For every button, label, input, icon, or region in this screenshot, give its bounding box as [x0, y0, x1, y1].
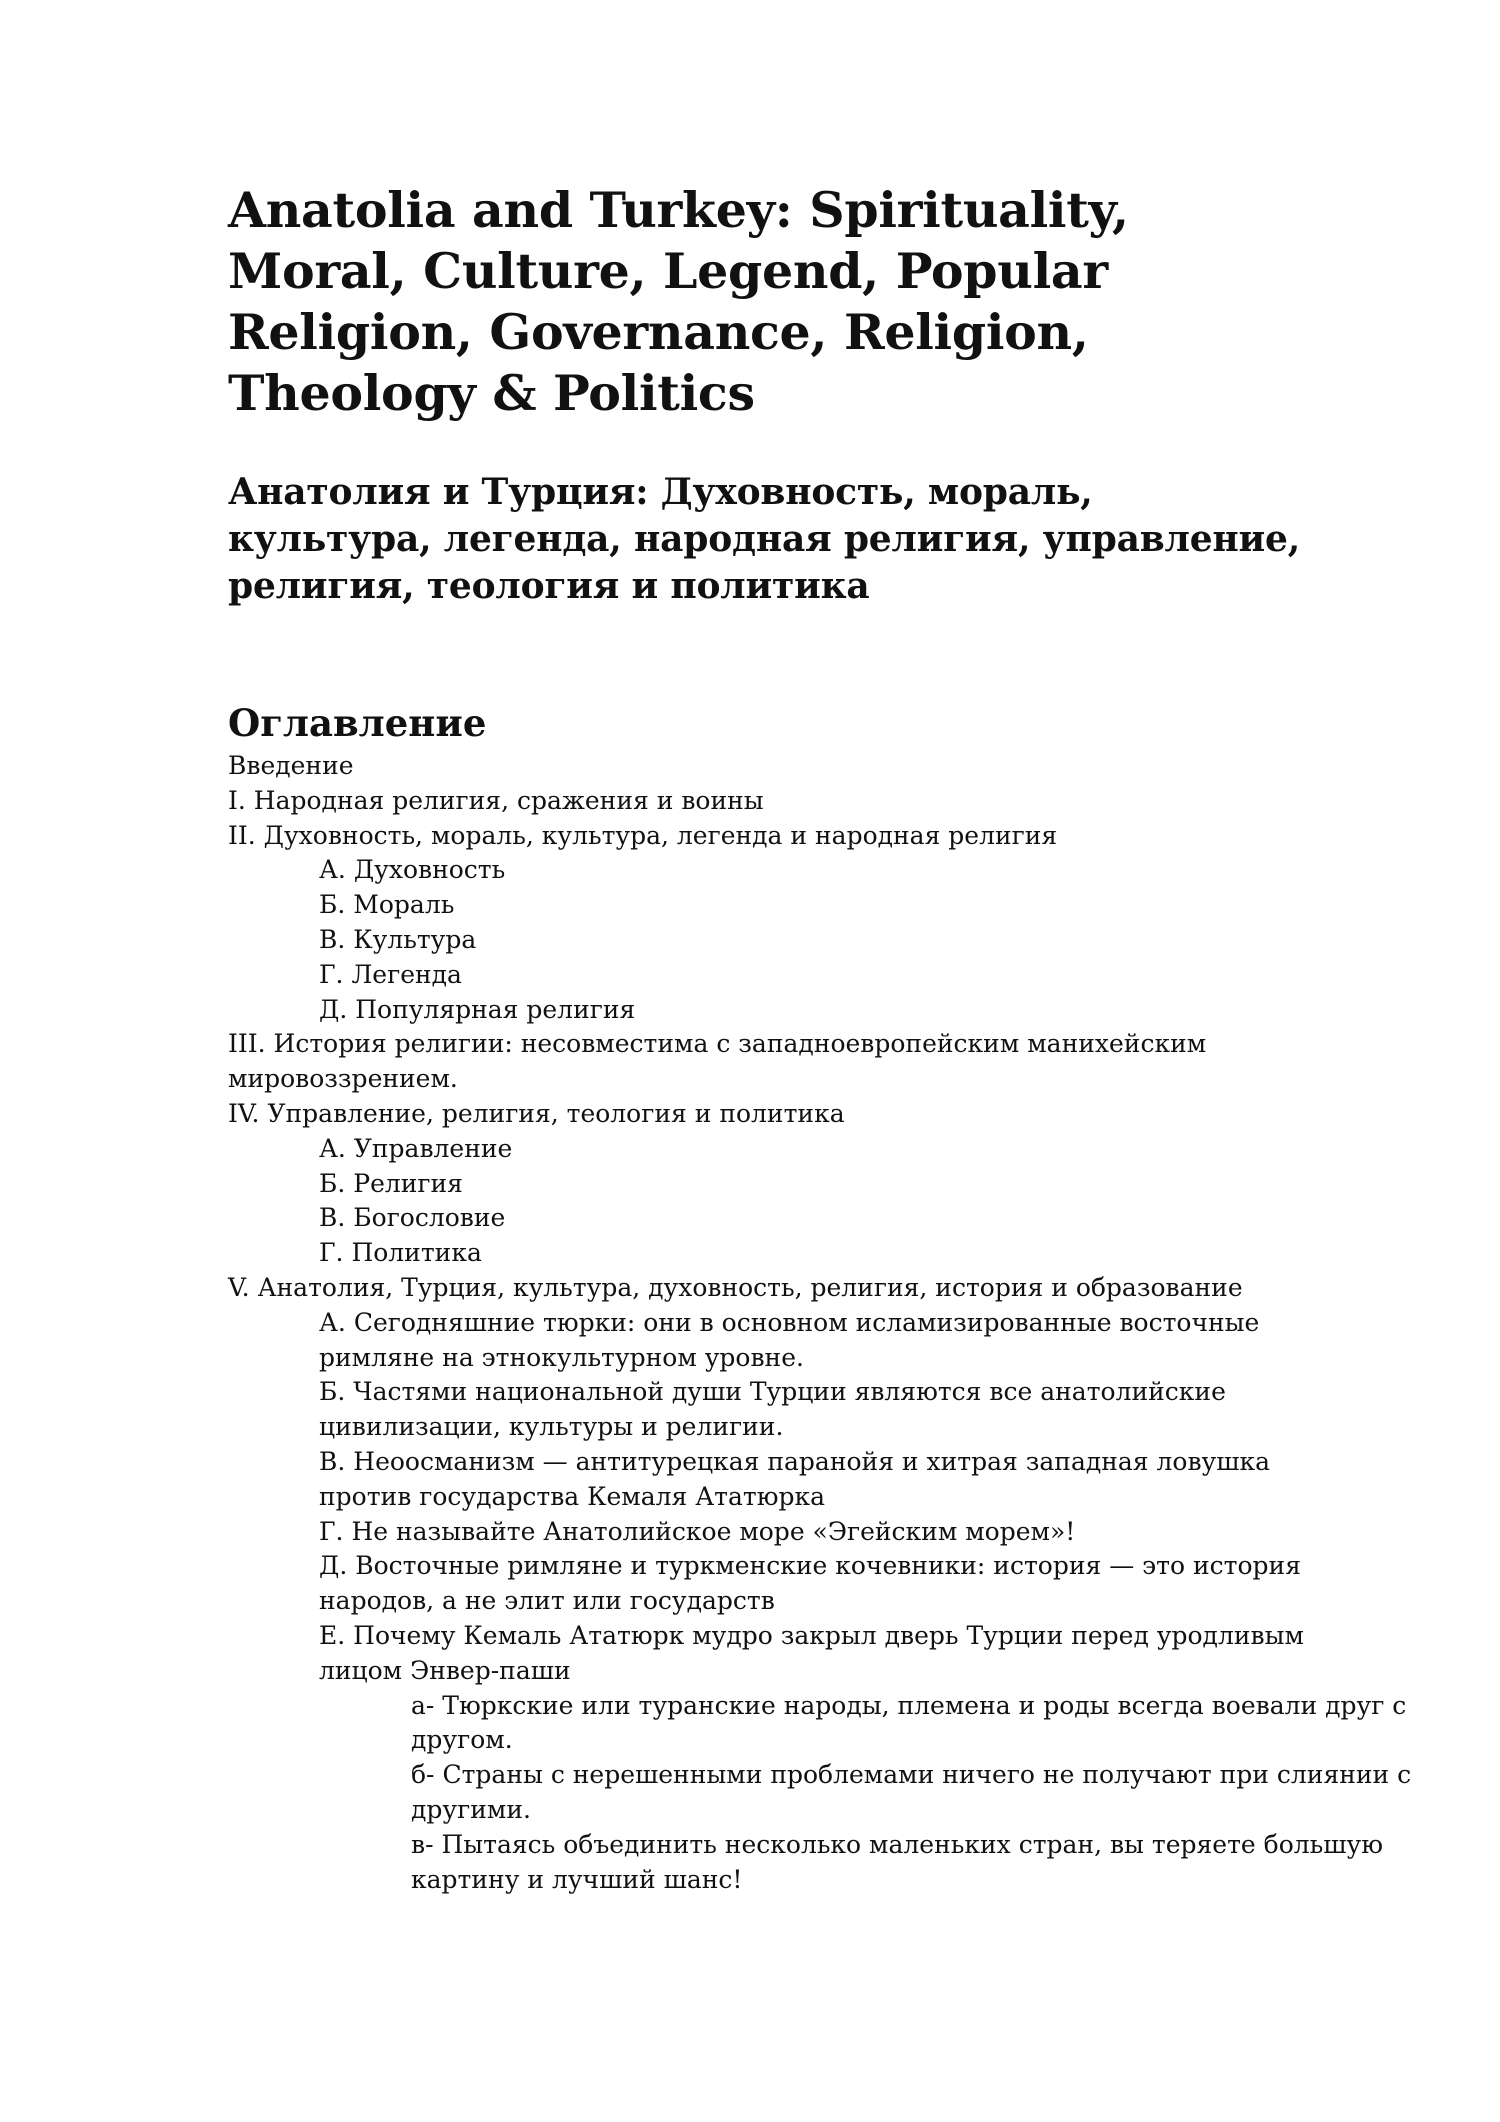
document-page — [228, 180, 1412, 1897]
toc-item-text: Д. Популярная религия — [319, 994, 636, 1024]
toc-item-text: Б. Мораль — [319, 890, 455, 920]
toc-item-text: III. История религии: несовместима с западноевропейским манихейским мировоззрением. — [228, 1029, 1207, 1094]
toc-subitem — [228, 1167, 1308, 1202]
title-russian: Анатолия и Турция: Духовность, мораль, культура, легенда, народная религия, управление, религия, теология и политика — [228, 471, 1301, 607]
toc-item-text: Д. Восточные римляне и туркменские кочевники: история — это история народов, а не элит или государств — [319, 1551, 1301, 1616]
toc-subitem — [228, 1306, 1319, 1376]
toc-item — [228, 819, 1308, 854]
toc-item-text: б- Страны с нерешенными проблемами ничего не получают при слиянии с другими. — [411, 1760, 1412, 1824]
toc-subitem — [228, 1132, 1308, 1167]
toc-item-text: IV. Управление, религия, теология и политика — [228, 1098, 845, 1128]
toc-subitem — [228, 853, 1308, 888]
toc-item-text: Г. Политика — [319, 1238, 482, 1268]
toc-subsubitem — [228, 1828, 1491, 1898]
toc-item — [228, 1027, 1308, 1097]
toc-subitem — [228, 1515, 1319, 1550]
toc-item — [228, 1271, 1308, 1306]
toc-item-text: В. Культура — [319, 924, 477, 954]
toc-item-text: Введение — [228, 751, 354, 780]
toc-item-text: А. Духовность — [319, 855, 506, 885]
toc-item-text: II. Духовность, мораль, культура, легенда и народная религия — [228, 820, 1058, 850]
toc-subitem — [228, 923, 1308, 958]
toc-item-text: Е. Почему Кемаль Ататюрк мудро закрыл дверь Турции перед уродливым лицом Энвер-паши — [319, 1620, 1304, 1685]
toc-item-text: Г. Не называйте Анатолийское море «Эгейским морем»! — [319, 1516, 1076, 1546]
table-of-contents — [228, 749, 1412, 1897]
toc-heading: Оглавление — [228, 701, 487, 745]
toc-item-text: А. Сегодняшние тюрки: они в основном исламизированные восточные римляне на этнокультурном уровне. — [319, 1307, 1260, 1372]
toc-subitem — [228, 1201, 1308, 1236]
toc-item-text: В. Неоосманизм — антитурецкая паранойя и хитрая западная ловушка против государства Кемаля Ататюрка — [319, 1446, 1271, 1511]
toc-item — [228, 749, 1308, 784]
toc-subitem — [228, 888, 1308, 923]
toc-item-text: В. Богословие — [319, 1203, 506, 1233]
toc-subitem — [228, 1236, 1308, 1271]
toc-item-text: V. Анатолия, Турция, культура, духовность, религия, история и образование — [228, 1272, 1243, 1302]
toc-subitem — [228, 958, 1308, 993]
toc-item — [228, 784, 1308, 819]
toc-item-text: Г. Легенда — [319, 959, 462, 989]
toc-subsubitem — [228, 1689, 1491, 1759]
toc-item — [228, 1097, 1308, 1132]
toc-item-text: в- Пытаясь объединить несколько маленьких стран, вы теряете большую картину и лучший шанс! — [411, 1829, 1383, 1894]
title-english: Anatolia and Turkey: Spirituality, Moral, Culture, Legend, Popular Religion, Governance, Religion, Theology & Politics — [228, 181, 1129, 422]
toc-item-text: А. Управление — [319, 1133, 513, 1163]
toc-subitem — [228, 1445, 1319, 1515]
toc-subitem — [228, 1549, 1319, 1619]
toc-item-text: I. Народная религия, сражения и воины — [228, 785, 764, 815]
toc-subitem — [228, 1375, 1319, 1445]
toc-item-text: Б. Частями национальной души Турции являются все анатолийские цивилизации, культуры и религии. — [319, 1377, 1226, 1442]
toc-subsubitem — [228, 1758, 1491, 1828]
toc-item-text: Б. Религия — [319, 1168, 463, 1198]
toc-item-text: а- Тюркские или туранские народы, племена и роды всегда воевали друг с другом. — [411, 1690, 1407, 1755]
toc-subitem — [228, 1619, 1319, 1689]
toc-subitem — [228, 993, 1308, 1028]
